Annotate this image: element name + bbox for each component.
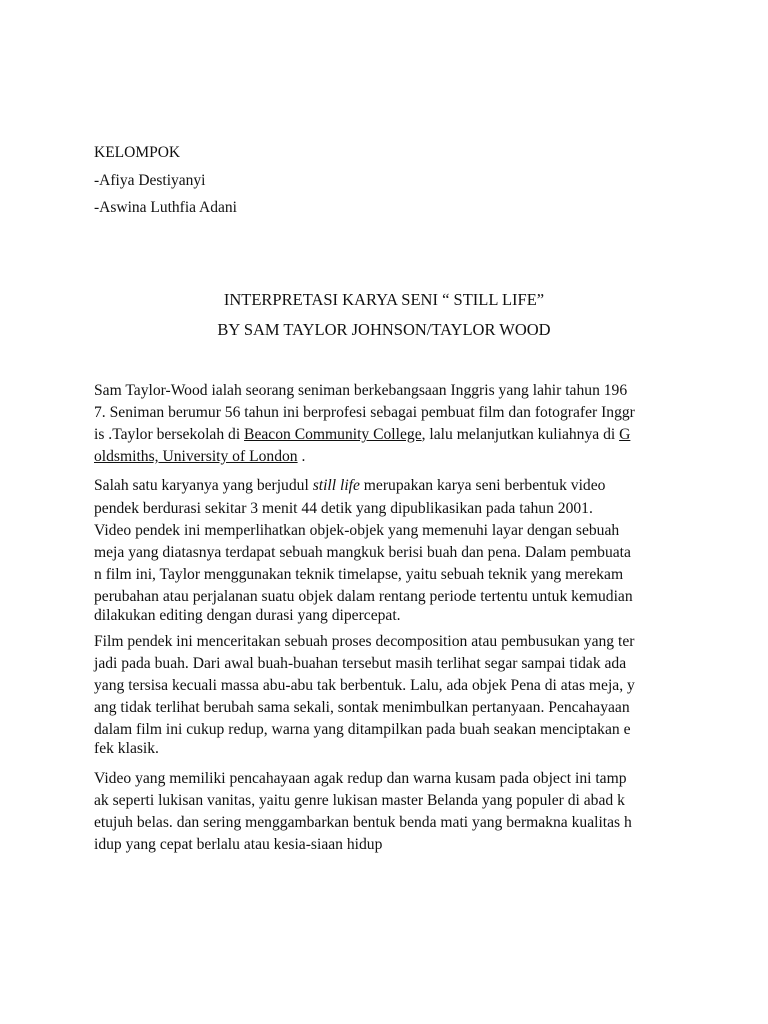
paragraph-3-line: dalam film ini cukup redup, warna yang ditampilkan pada buah seakan menciptakan e [94, 721, 631, 738]
paragraph-1-text: . [297, 448, 306, 465]
paragraph-2-line: perubahan atau perjalanan suatu objek dalam rentang periode tertentu untuk kemudian [94, 588, 633, 605]
paragraph-2-line: n film ini, Taylor menggunakan teknik timelapse, yaitu sebuah teknik yang merekam [94, 566, 624, 583]
paragraph-2-line: Video pendek ini memperlihatkan objek-objek yang memenuhi layar dengan sebuah [94, 522, 620, 539]
paragraph-2-line: meja yang diatasnya terdapat sebuah mangkuk berisi buah dan pena. Dalam pembuata [94, 544, 631, 561]
paragraph-1-line: Sam Taylor-Wood ialah seorang seniman berkebangsaan Inggris yang lahir tahun 196 [94, 382, 628, 399]
goldsmiths-link[interactable]: oldsmiths, University of London [94, 448, 298, 465]
paragraph-4-line: ak seperti lukisan vanitas, yaitu genre lukisan master Belanda yang populer di abad k [94, 792, 625, 809]
group-label: KELOMPOK [94, 144, 181, 161]
paragraph-3-line: ang tidak terlihat berubah sama sekali, sontak menimbulkan pertanyaan. Pencahayaan [94, 699, 630, 716]
paragraph-2-text: Salah satu karyanya yang berjudul [94, 477, 313, 494]
goldsmiths-link[interactable]: G [619, 426, 631, 443]
paragraph-3-line: jadi pada buah. Dari awal buah-buahan tersebut masih terlihat segar sampai tidak ada [94, 655, 627, 672]
document-title-line-1: INTERPRETASI KARYA SENI “ STILL LIFE” [223, 290, 545, 309]
artwork-title-still-life: still life [312, 477, 360, 494]
paragraph-1-line: 7. Seniman berumur 56 tahun ini berprofesi sebagai pembuat film dan fotografer Inggr [94, 404, 635, 421]
paragraph-3-line: yang tersisa kecuali massa abu-abu tak berbentuk. Lalu, ada objek Pena di atas meja, y [94, 677, 635, 694]
paragraph-4-line: Video yang memiliki pencahayaan agak redup dan warna kusam pada object ini tamp [94, 770, 627, 787]
paragraph-4-line: idup yang cepat berlalu atau kesia-siaan hidup [94, 836, 383, 853]
paragraph-2-text: merupakan karya seni berbentuk video [359, 477, 606, 494]
paragraph-2-line: pendek berdurasi sekitar 3 menit 44 detik yang dipublikasikan pada tahun 2001. [94, 500, 593, 517]
beacon-community-college-link[interactable]: Beacon Community College [244, 426, 422, 443]
document-title-line-2: BY SAM TAYLOR JOHNSON/TAYLOR WOOD [217, 320, 551, 339]
member-name-1: -Afiya Destiyanyi [94, 172, 206, 189]
paragraph-1-line [94, 447, 305, 467]
paragraph-1-text: , lalu melanjutkan kuliahnya di [421, 426, 620, 443]
member-name-2: -Aswina Luthfia Adani [94, 199, 237, 216]
paragraph-1-text: is .Taylor bersekolah di [94, 426, 245, 443]
paragraph-2-line [94, 476, 605, 496]
paragraph-3-line: fek klasik. [94, 740, 159, 757]
paragraph-2-line: dilakukan editing dengan durasi yang dipercepat. [94, 607, 401, 624]
paragraph-4-line: etujuh belas. dan sering menggambarkan bentuk benda mati yang bermakna kualitas h [94, 814, 632, 831]
paragraph-1-line [94, 425, 630, 445]
paragraph-3-line: Film pendek ini menceritakan sebuah proses decomposition atau pembusukan yang ter [94, 633, 635, 650]
